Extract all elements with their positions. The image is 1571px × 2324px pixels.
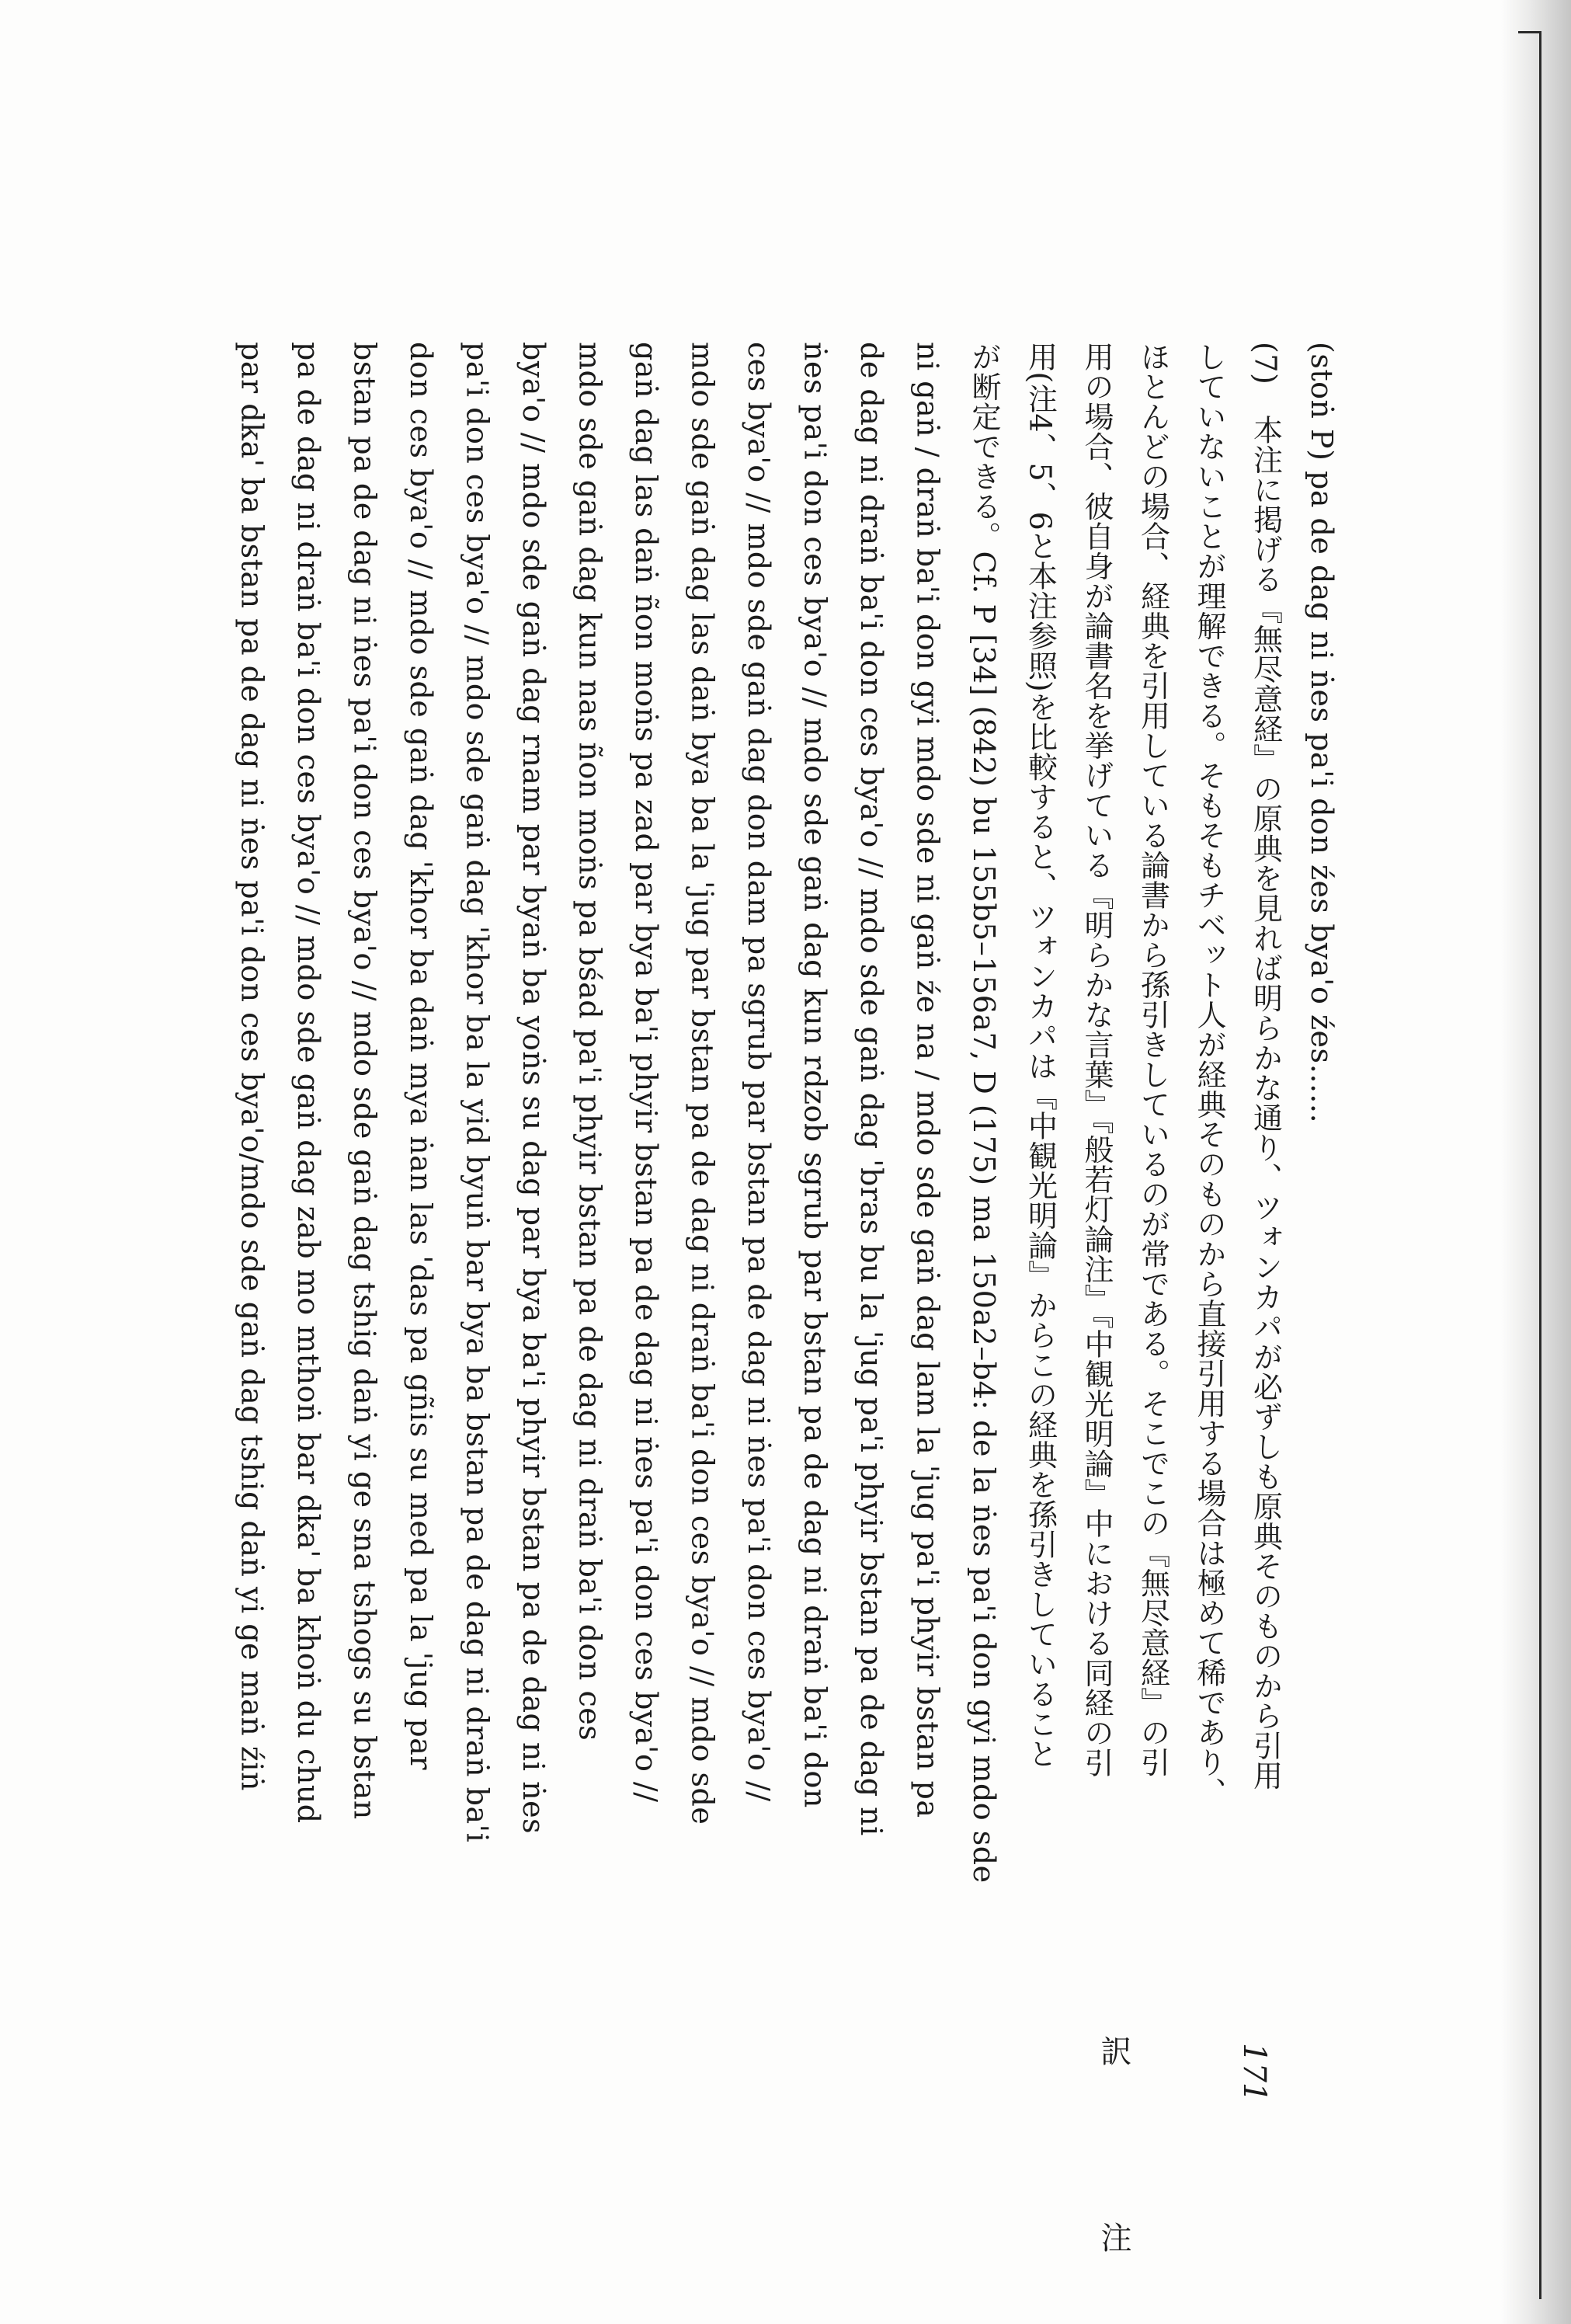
text-line: していないことが理解できる。そもそもチベット人が経典そのものから直接引用する場合は極めて稀であり、 [1192,342,1226,1807]
running-head: 訳 注 [1096,2035,1131,2315]
text-line: ni gaṅ / draṅ ba'i don gyi mdo sde ni gaṅ źe na / mdo sde gaṅ dag lam la 'jug pa'i phyir bstan pa [910,342,945,1818]
scan-edge-tick [1518,31,1541,33]
text-line: pa'i don ces bya'o // mdo sde gaṅ dag 'khor ba la yid byuṅ bar bya ba bstan pa de dag ni draṅ ba'i [460,342,495,1843]
text-line: 用の場合、彼自身が論書名を挙げている『明らかな言葉』『般若灯論注』『中観光明論』中における同経の引 [1079,342,1114,1778]
text-line: が断定できる。Cf. P [34] (842) bu 155b5–156a7, D (175) ma 150a2–b4: de la ṅes pa'i don gyi mdo sde [967,342,1001,1884]
text-line: par dka' ba bstan pa de dag ni ṅes pa'i don ces bya'o/mdo sde gaṅ dag tshig daṅ yi ge maṅ źiṅ [235,342,269,1791]
text-line: bstan pa de dag ni ṅes pa'i don ces bya'o // mdo sde gaṅ dag tshig daṅ yi ge sna tshogs su bstan [347,342,382,1820]
text-line: mdo sde gaṅ dag kun nas ñon moṅs pa bśad pa'i phyir bstan pa de dag ni draṅ ba'i don ces [572,342,607,1741]
text-line: don ces bya'o // mdo sde gaṅ dag 'khor ba daṅ mya ṅan las 'das pa gñis su med pa la 'jug par [404,342,438,1771]
text-line: (stoṅ P) pa de dag ni ṅes pa'i don źes bya'o źes…… [1305,342,1339,1124]
page-number: 171 [1236,2043,1272,2103]
text-line: ces bya'o // mdo sde gaṅ dag don dam pa sgrub par bstan pa de dag ni ṅes pa'i don ces bya'o // [742,342,776,1802]
text-line: ほとんどの場合、経典を引用している論書から孫引きしているのが常である。そこでこの『無尽意経』の引 [1135,342,1170,1777]
scan-edge-line [1539,31,1541,2299]
text-line: ṅes pa'i don ces bya'o // mdo sde gaṅ dag kun rdzob sgrub par bstan pa de dag ni draṅ ba'i don [798,342,832,1808]
text-line: de dag ni draṅ ba'i don ces bya'o // mdo sde gaṅ dag 'bras bu la 'jug pa'i phyir bstan pa de dag ni [854,342,888,1836]
text-line: (7) 本注に掲げる『無尽意経』の原典を見れば明らかな通り、ツォンカパが必ずしも原典そのものから引用 [1248,342,1283,1790]
text-line: mdo sde gaṅ dag las daṅ bya ba la 'jug par bstan pa de dag ni draṅ ba'i don ces bya'o // mdo sde [685,342,720,1825]
text-line: bya'o // mdo sde gaṅ dag rnam par byaṅ ba yoṅs su dag par bya ba'i phyir bstan pa de dag ni ṅes [516,342,551,1835]
text-line: 用(注4、5、6と本注参照)を比較すると、ツォンカパは『中観光明論』からこの経典を孫引きしていること [1023,342,1058,1769]
scan-edge-shadow [1501,0,1571,2324]
note-body [14,342,1350,2004]
text-line: pa de dag ni draṅ ba'i don ces bya'o // mdo sde gaṅ dag zab mo mthoṅ bar dka' ba khoṅ du chud [291,342,325,1824]
text-line: gaṅ dag las daṅ ñon moṅs pa zad par bya ba'i phyir bstan pa de dag ni ṅes pa'i don ces bya'o // [629,342,663,1803]
